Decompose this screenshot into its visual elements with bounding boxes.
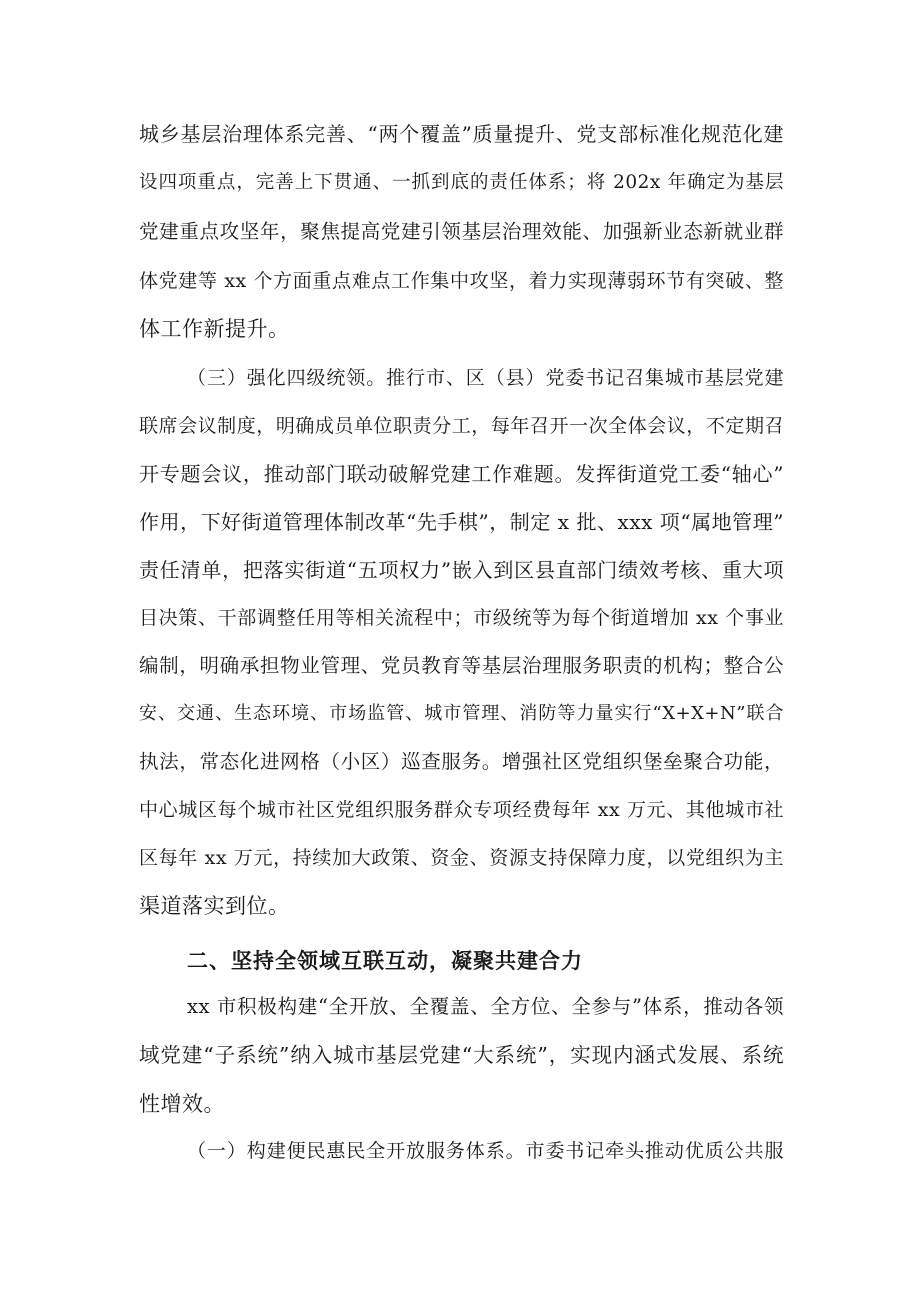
paragraph-3-line-3: 性增效。: [139, 1092, 225, 1116]
paragraph-2-line-3: 开专题会议，推动部门联动破解党建工作难题。发挥街道党工委“轴心”: [139, 462, 784, 486]
section-heading: 二、坚持全领域互联互动，凝聚共建合力: [187, 948, 583, 973]
paragraph-1-line-1: 城乡基层治理体系完善、“两个覆盖”质量提升、党支部标准化规范化建: [139, 122, 784, 146]
paragraph-1-line-4: 体党建等 xx 个方面重点难点工作集中攻坚，着力实现薄弱环节有突破、整: [139, 270, 784, 292]
paragraph-2-line-4: 作用，下好街道管理体制改革“先手棋”，制定 x 批、xxx 项“属地管理”: [139, 510, 784, 534]
paragraph-3-line-2: 域党建“子系统”纳入城市基层党建“大系统”，实现内涵式发展、系统: [139, 1043, 784, 1067]
paragraph-2-line-11: 区每年 xx 万元，持续加大政策、资金、资源支持保障力度，以党组织为主: [139, 847, 784, 869]
paragraph-3-line-1: xx 市积极构建“全开放、全覆盖、全方位、全参与”体系，推动各领: [187, 995, 784, 1018]
paragraph-1-line-3: 党建重点攻坚年，聚焦提高党建引领基层治理效能、加强新业态新就业群: [139, 220, 784, 243]
paragraph-1-line-5: 体工作新提升。: [139, 317, 290, 341]
paragraph-2-line-10: 中心城区每个城市社区党组织服务群众专项经费每年 xx 万元、其他城市社: [139, 799, 784, 821]
paragraph-2-line-2: 联席会议制度，明确成员单位职责分工，每年召开一次全体会议，不定期召: [139, 415, 784, 437]
paragraph-4-line-1: （一）构建便民惠民全开放服务体系。市委书记牵头推动优质公共服: [187, 1140, 784, 1162]
paragraph-2-line-12: 渠道落实到位。: [139, 894, 290, 918]
paragraph-2-line-1: （三）强化四级统领。推行市、区（县）党委书记召集城市基层党建: [187, 367, 784, 389]
paragraph-1-line-2: 设四项重点，完善上下贯通、一抓到底的责任体系；将 202x 年确定为基层: [139, 172, 784, 193]
paragraph-2-line-8: 安、交通、生态环境、市场监管、城市管理、消防等力量实行“X+X+N”联合: [139, 703, 784, 724]
paragraph-2-line-9: 执法，常态化进网格（小区）巡查服务。增强社区党组织堡垒聚合功能，: [139, 750, 784, 773]
paragraph-2-line-6: 目决策、干部调整任用等相关流程中；市级统等为每个街道增加 xx 个事业: [139, 607, 784, 629]
paragraph-2-line-5: 责任清单，把落实街道“五项权力”嵌入到区县直部门绩效考核、重大项: [139, 558, 784, 582]
paragraph-2-line-7: 编制，明确承担物业管理、党员教育等基层治理服务职责的机构；整合公: [139, 654, 784, 677]
